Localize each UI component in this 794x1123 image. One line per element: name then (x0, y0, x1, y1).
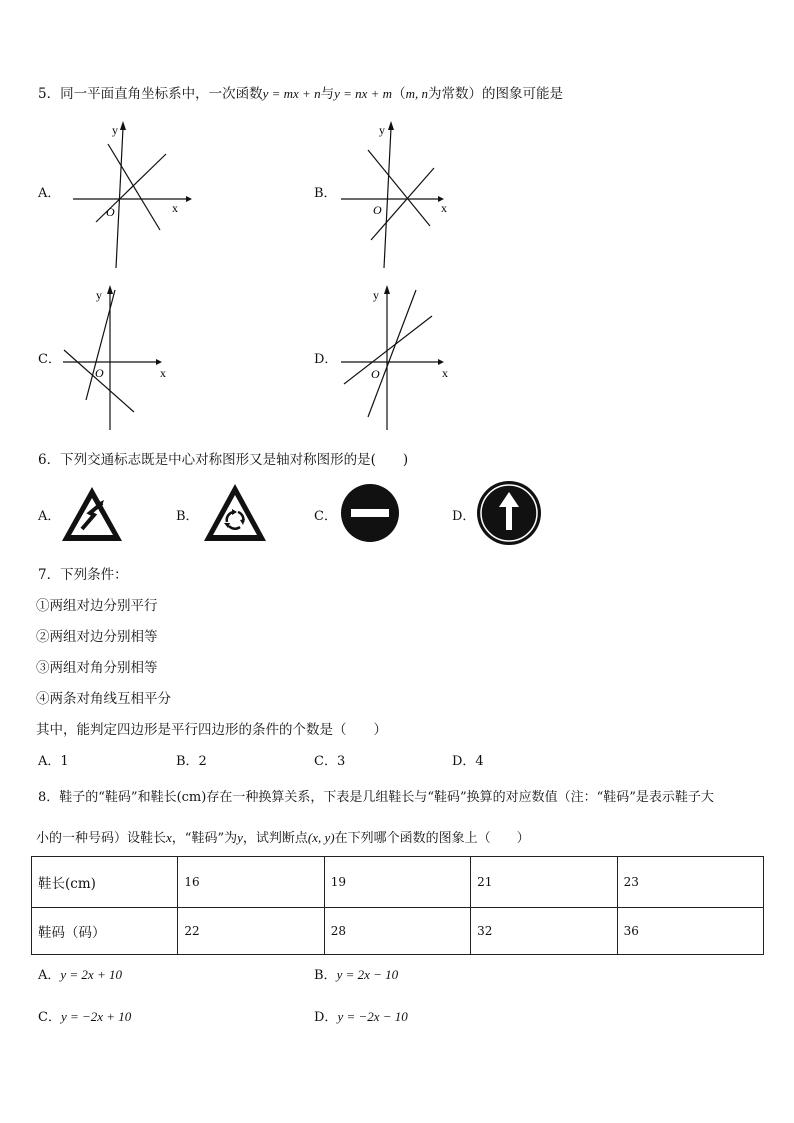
y-axis (116, 128, 123, 268)
table-cell: 19 (324, 857, 470, 908)
table-cell: 16 (178, 857, 324, 908)
y-axis-arrow (388, 121, 394, 130)
q5-option-a-label: A． (38, 186, 61, 201)
q5-graph-a-svg (68, 118, 198, 270)
origin-label: O (373, 203, 382, 217)
q5-suffix: 为常数）的图象可能是 (427, 86, 563, 102)
q5-graph-d (338, 282, 458, 436)
table-header-cell: 鞋码（码） (32, 908, 178, 955)
shoe-size-table (31, 856, 764, 955)
q8-choice-d (314, 1006, 408, 1025)
q6-option-a-label: A． (38, 509, 61, 524)
q5-option-d-label: D． (314, 352, 338, 367)
question-5-stem (38, 82, 563, 102)
x-axis-arrow (186, 196, 192, 202)
graph-line-2 (108, 144, 160, 230)
q5-graph-c (60, 282, 180, 436)
x-axis-arrow (156, 359, 162, 365)
q7-condition-4: ④两条对角线互相平分 (36, 691, 171, 707)
table-cell: 21 (471, 857, 617, 908)
x-label: x (172, 201, 178, 215)
q8-choice-b-label: B． (314, 968, 337, 983)
q5-graph-b (338, 118, 458, 274)
y-label: y (96, 288, 102, 302)
q8-choice-d-label: D． (314, 1010, 338, 1025)
q6-option-b-label: B． (176, 509, 199, 524)
q5-params: m, n (405, 86, 428, 101)
x-label: x (442, 366, 448, 380)
origin-label: O (106, 205, 115, 219)
q8-choice-b (314, 964, 398, 983)
q5-graph-d-svg (338, 282, 458, 432)
x-axis-arrow (438, 359, 444, 365)
q8-choice-a-formula: y = 2x + 10 (60, 967, 122, 982)
q5-function-1: y = mx + n (262, 86, 321, 101)
q8-var-x: x (166, 830, 172, 845)
q5-paren: （ (392, 86, 406, 102)
table-row (32, 908, 764, 955)
table-header-cell: 鞋长(cm) (32, 857, 178, 908)
q8-point: (x, y) (307, 830, 335, 845)
q5-mid: 与 (320, 86, 335, 102)
q5-option-c-label: C． (38, 352, 61, 367)
q8-var-y: y (237, 830, 243, 845)
table-cell: 22 (178, 908, 324, 955)
q8-choice-b-formula: y = 2x − 10 (336, 967, 399, 982)
q8-choice-d-formula: y = −2x − 10 (337, 1009, 408, 1024)
q7-choice-d: D．4 (452, 754, 484, 769)
q8-text-d: 在下列哪个函数的图象上（ ） (334, 831, 530, 846)
question-6-stem: 6．下列交通标志既是中心对称图形又是轴对称图形的是( ) (38, 452, 409, 468)
graph-line-1 (86, 290, 115, 400)
q7-choice-b: B．2 (176, 754, 207, 769)
x-label: x (160, 366, 166, 380)
y-label: y (379, 123, 385, 137)
table-cell: 32 (471, 908, 617, 955)
no-entry-icon (340, 483, 400, 547)
straight-ahead-arrow-icon (476, 480, 542, 550)
question-7-stem: 7．下列条件： (38, 567, 128, 583)
q5-graph-b-svg (338, 118, 458, 270)
origin-label: O (371, 367, 380, 381)
y-label: y (112, 123, 118, 137)
q6-option-c-label: C． (314, 509, 337, 524)
q7-choice-c: C．3 (314, 754, 346, 769)
q8-choice-a-label: A． (38, 968, 61, 983)
q6-option-d-label: D． (452, 509, 476, 524)
q5-graph-a (68, 118, 198, 274)
table-cell: 36 (617, 908, 763, 955)
q8-choice-c-label: C． (38, 1010, 61, 1025)
table-row (32, 857, 764, 908)
q8-text-c: ，试判断点 (242, 831, 308, 846)
graph-line-2 (344, 316, 432, 384)
table-cell: 28 (324, 908, 470, 955)
graph-line-2 (64, 350, 134, 412)
origin-label: O (95, 366, 104, 380)
q8-text-a: 小的一种号码）设鞋长 (36, 831, 167, 846)
q8-choice-c (38, 1006, 131, 1025)
q5-option-b-label: B． (314, 186, 337, 201)
table-cell: 23 (617, 857, 763, 908)
q5-prefix: 5．同一平面直角坐标系中，一次函数 (38, 86, 263, 102)
question-8-line-2 (36, 827, 530, 846)
q8-choice-c-formula: y = −2x + 10 (60, 1009, 132, 1024)
q7-condition-3: ③两组对角分别相等 (36, 660, 158, 676)
y-axis-arrow (107, 285, 113, 294)
q8-choice-a (38, 964, 122, 983)
q5-function-2: y = nx + m (334, 86, 393, 101)
y-axis-arrow (120, 121, 126, 130)
y-axis-arrow (384, 285, 390, 294)
q7-condition-2: ②两组对边分别相等 (36, 629, 158, 645)
question-8-line-1: 8．鞋子的“鞋码”和鞋长(cm)存在一种换算关系，下表是几组鞋长与“鞋码”换算的对应数值（注：“鞋码”是表示鞋子大 (38, 790, 714, 805)
x-label: x (441, 201, 447, 215)
q5-graph-c-svg (60, 282, 180, 432)
zigzag-road-warning-icon (60, 485, 124, 547)
y-axis (384, 128, 391, 268)
q7-question: 其中，能判定四边形是平行四边形的条件的个数是（ ） (36, 722, 387, 738)
q8-text-b: ，“鞋码”为 (171, 831, 238, 846)
q7-condition-1: ①两组对边分别平行 (36, 598, 158, 614)
y-label: y (373, 288, 379, 302)
roundabout-warning-icon (202, 482, 268, 548)
graph-line-1 (368, 290, 416, 417)
q7-choice-a: A．1 (38, 754, 69, 769)
